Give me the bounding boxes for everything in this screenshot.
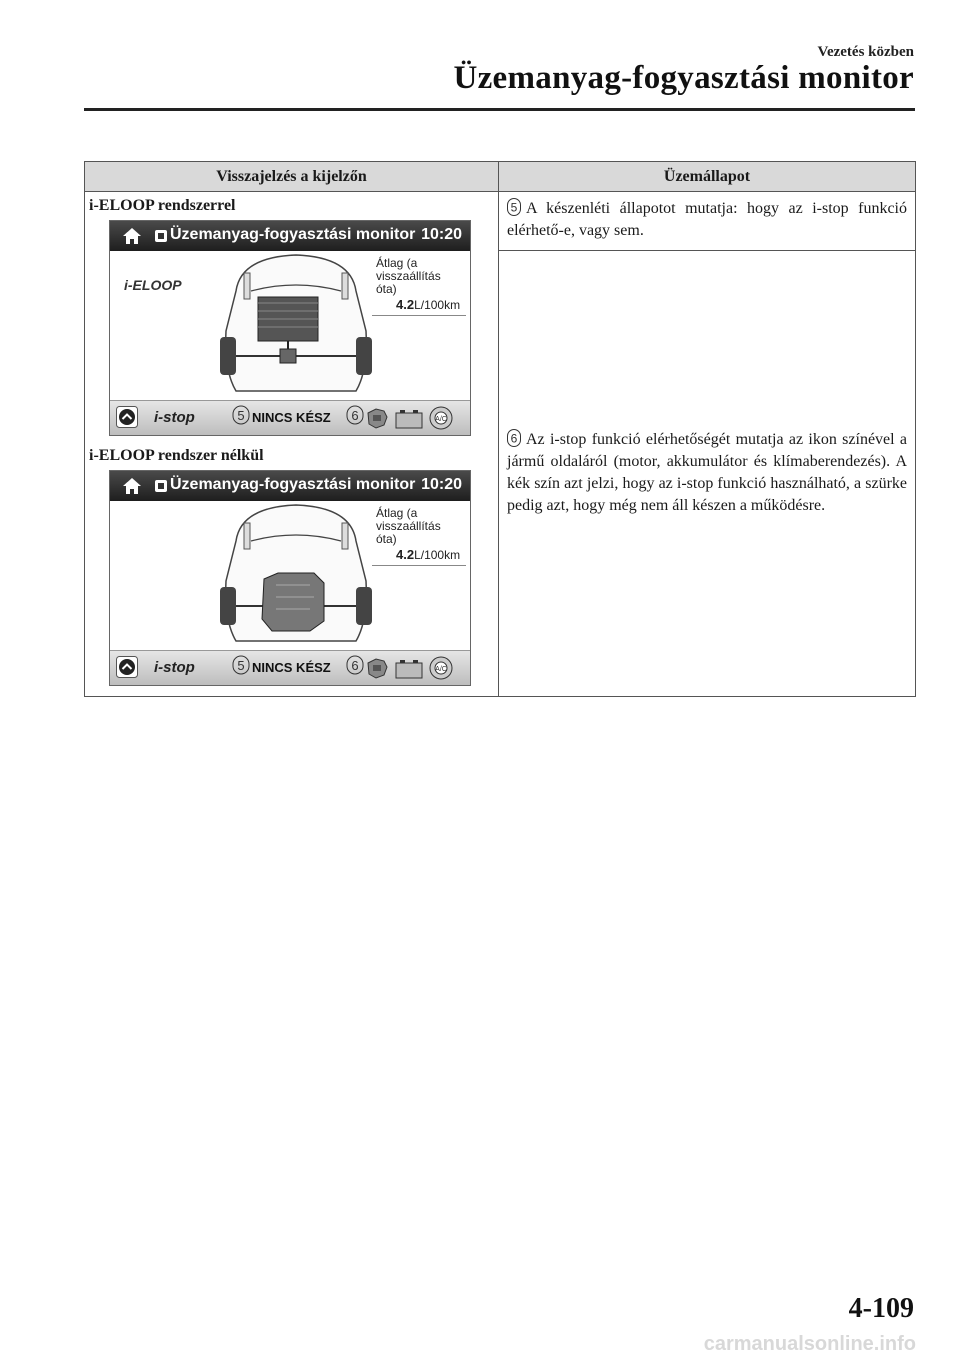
callout-5-icon [232, 405, 250, 425]
svg-text:A/C: A/C [435, 416, 447, 423]
istop-status-text: NINCS KÉSZ [252, 410, 331, 425]
header-rule [84, 108, 915, 111]
home-icon [122, 477, 142, 495]
svg-text:6: 6 [351, 408, 359, 423]
screen-title: Üzemanyag-fogyasztási monitor [170, 476, 416, 493]
istop-label: i-stop [154, 659, 195, 676]
screen-titlebar [110, 471, 470, 501]
description-5 [499, 192, 915, 250]
screen-clock: 10:20 [421, 226, 462, 243]
average-label-line1: Átlag (a [376, 256, 418, 270]
average-label [376, 507, 441, 546]
monitor-screen-eloop [109, 220, 471, 436]
table-header-row [85, 162, 916, 192]
chevron-up-icon[interactable] [116, 656, 138, 678]
page-number: 4-109 [848, 1293, 914, 1324]
section-title: Vezetés közben [817, 44, 914, 60]
callout-5-icon [507, 198, 521, 216]
description-5-text: A készenléti állapotot mutatja: hogy az i-stop funkció elérhető-e, vagy sem. [507, 200, 907, 239]
info-table [84, 161, 916, 697]
battery-icon [394, 408, 424, 430]
istop-status-text: NINCS KÉSZ [252, 660, 331, 675]
engine-icon [364, 405, 390, 431]
eloop-label: i-ELOOP [124, 277, 182, 293]
table-row [85, 192, 916, 251]
description-6 [499, 423, 915, 525]
with-eloop-label: i-ELOOP rendszerrel [89, 197, 236, 214]
display-cell [85, 192, 499, 697]
description-6-text: Az i-stop funkció elérhetőségét mutatja az ikon színével a jármű oldaláról (motor, akkumulátor és klímaberendezés). A kék szín azt jelzi, hogy az i-stop funkció használható, a szürke pedig azt, hogy még nem áll készen a működésre. [507, 430, 907, 514]
monitor-app-icon [154, 479, 168, 493]
monitor-app-icon [154, 229, 168, 243]
svg-text:5: 5 [510, 200, 518, 215]
callout-6-icon [507, 429, 521, 447]
average-label-line1: Átlag (a [376, 506, 418, 520]
screen-title: Üzemanyag-fogyasztási monitor [170, 226, 416, 243]
istop-statusbar [110, 650, 470, 685]
istop-label: i-stop [154, 409, 195, 426]
average-divider [372, 315, 466, 316]
average-value [396, 297, 460, 312]
car-diagram-icon [206, 501, 386, 651]
istop-statusbar [110, 400, 470, 435]
car-diagram-icon [206, 251, 386, 401]
air-conditioning-icon [428, 655, 454, 681]
callout-6-icon [346, 655, 364, 675]
svg-text:5: 5 [237, 658, 245, 673]
average-label [376, 257, 441, 296]
average-unit: L/100km [414, 298, 461, 312]
status-cell-6 [499, 251, 916, 697]
average-unit: L/100km [414, 548, 461, 562]
callout-6-icon [346, 405, 364, 425]
screen-titlebar [110, 221, 470, 251]
monitor-screen-no-eloop [109, 470, 471, 686]
svg-text:6: 6 [351, 658, 359, 673]
average-number: 4.2 [396, 547, 415, 562]
average-label-line3: óta) [376, 282, 397, 296]
screen-clock: 10:20 [421, 476, 462, 493]
average-number: 4.2 [396, 297, 415, 312]
page-title: Üzemanyag-fogyasztási monitor [453, 60, 914, 96]
average-value [396, 547, 460, 562]
average-label-line2: visszaállítás [376, 269, 441, 283]
chevron-up-icon[interactable] [116, 406, 138, 428]
average-label-line2: visszaállítás [376, 519, 441, 533]
status-cell-5 [499, 192, 916, 251]
home-icon [122, 227, 142, 245]
average-label-line3: óta) [376, 532, 397, 546]
callout-5-icon [232, 655, 250, 675]
svg-text:A/C: A/C [435, 666, 447, 673]
svg-text:6: 6 [510, 431, 518, 445]
without-eloop-label: i-ELOOP rendszer nélkül [89, 447, 264, 464]
air-conditioning-icon [428, 405, 454, 431]
average-divider [372, 565, 466, 566]
col-header-display: Visszajelzés a kijelzőn [85, 162, 499, 192]
col-header-status: Üzemállapot [499, 162, 916, 192]
battery-icon [394, 658, 424, 680]
engine-icon [364, 655, 390, 681]
svg-text:5: 5 [237, 408, 245, 423]
watermark: carmanualsonline.info [703, 1333, 916, 1355]
